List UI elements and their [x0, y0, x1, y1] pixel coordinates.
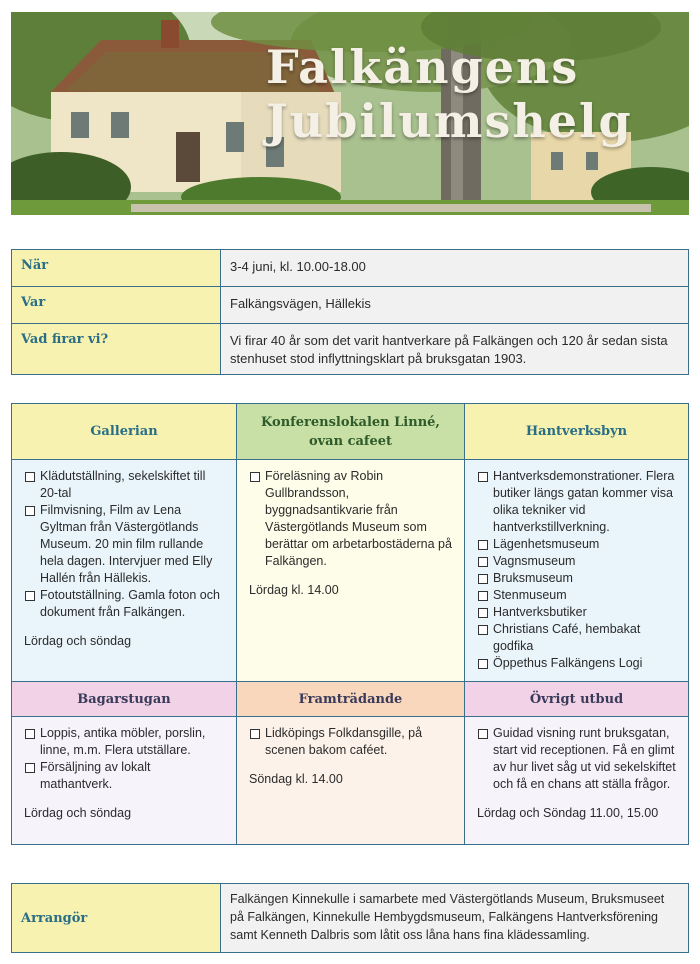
bagarstugan-list	[24, 725, 226, 793]
organizer-table	[11, 883, 689, 953]
hero-title-line-2: Jubilumshelg	[266, 94, 633, 148]
organizer-value: Falkängen Kinnekulle i samarbete med Västergötlands Museum, Bruksmuseet på Falkängen, Kinnekulle Hembygdsmuseum, Falkängens Hantverksförening samt Kenneth Dalbris som låtit oss låna hans fina klädessamling.	[221, 884, 688, 952]
list-item: Bruksmuseum	[477, 570, 678, 587]
gallerian-list	[24, 468, 226, 621]
info-label-what: Vad firar vi?	[12, 324, 221, 374]
info-value-where: Falkängsvägen, Hällekis	[221, 287, 688, 323]
cell-framtradande	[237, 717, 465, 844]
info-row-where	[12, 287, 688, 324]
list-item: Hantverksbutiker	[477, 604, 678, 621]
checkbox-icon	[478, 608, 488, 618]
checkbox-icon	[25, 506, 35, 516]
list-item: Öppethus Falkängens Logi	[477, 655, 678, 672]
checkbox-icon	[25, 591, 35, 601]
checkbox-icon	[478, 574, 488, 584]
hero-title	[266, 40, 686, 148]
list-item: Försäljning av lokalt mathantverk.	[24, 759, 226, 793]
info-value-what: Vi firar 40 år som det varit hantverkare på Falkängen och 120 år sedan sista stenhuset stod inflyttningsklart på bruksgatan 1903.	[221, 324, 688, 374]
checkbox-icon	[478, 625, 488, 635]
checkbox-icon	[478, 659, 488, 669]
list-item: Föreläsning av Robin Gullbrandsson, byggnadsantikvarie från Västergötlands Museum som berättar om arbetarbostäderna på Falkängen.	[249, 468, 454, 570]
header-gallerian: Gallerian	[12, 404, 237, 460]
list-item: Vagnsmuseum	[477, 553, 678, 570]
ovrigt-list	[477, 725, 678, 793]
organizer-label: Arrangör	[12, 884, 221, 952]
header-ovrigt-utbud: Övrigt utbud	[465, 682, 688, 717]
checkbox-icon	[25, 763, 35, 773]
checkbox-icon	[478, 472, 488, 482]
checkbox-icon	[25, 472, 35, 482]
list-item: Lidköpings Folkdansgille, på scenen bakom caféet.	[249, 725, 454, 759]
list-item: Stenmuseum	[477, 587, 678, 604]
checkbox-icon	[478, 557, 488, 567]
konferens-list	[249, 468, 454, 570]
cell-bagarstugan	[12, 717, 237, 844]
konferens-when: Lördag kl. 14.00	[249, 583, 339, 597]
checkbox-icon	[250, 729, 260, 739]
info-label-where: Var	[12, 287, 221, 323]
list-item: Filmvisning, Film av Lena Gyltman från Västergötlands Museum. 20 min film rullande hela dagen. Intervjuer med Elly Hallén från Hällekis.	[24, 502, 226, 587]
checkbox-icon	[478, 540, 488, 550]
cell-gallerian	[12, 460, 237, 682]
cell-hantverksbyn	[465, 460, 688, 682]
checkbox-icon	[250, 472, 260, 482]
info-row-what	[12, 324, 688, 374]
info-value-when: 3-4 juni, kl. 10.00-18.00	[221, 250, 688, 286]
hero-banner	[11, 12, 689, 215]
list-item: Lägenhetsmuseum	[477, 536, 678, 553]
info-row-when	[12, 250, 688, 287]
header-framtradande: Framträdande	[237, 682, 465, 717]
hero-title-line-1: Falkängens	[266, 40, 580, 94]
checkbox-icon	[25, 729, 35, 739]
header-hantverksbyn: Hantverksbyn	[465, 404, 688, 460]
list-item: Loppis, antika möbler, porslin, linne, m.m. Flera utställare.	[24, 725, 226, 759]
list-item: Guidad visning runt bruksgatan, start vid receptionen. Få en glimt av hur livet såg ut vid sekelskiftet och få en chans att ställa frågor.	[477, 725, 678, 793]
list-item: Hantverksdemonstrationer. Flera butiker längs gatan kommer visa olika tekniker vid hantverkstillverkning.	[477, 468, 678, 536]
cell-konferenslokalen	[237, 460, 465, 682]
framtradande-list	[249, 725, 454, 759]
gallerian-when: Lördag och söndag	[24, 634, 132, 648]
list-item: Christians Café, hembakat godfika	[477, 621, 678, 655]
ovrigt-when: Lördag och Söndag 11.00, 15.00	[477, 806, 659, 820]
header-bagarstugan: Bagarstugan	[12, 682, 237, 717]
cell-ovrigt-utbud	[465, 717, 688, 844]
header-konferenslokalen: Konferenslokalen Linné, ovan cafeet	[237, 404, 465, 460]
program-grid	[11, 403, 689, 845]
list-item: Fotoutställning. Gamla foton och dokument från Falkängen.	[24, 587, 226, 621]
checkbox-icon	[478, 729, 488, 739]
info-label-when: När	[12, 250, 221, 286]
hantverksbyn-list	[477, 468, 678, 672]
event-info-table	[11, 249, 689, 375]
list-item: Klädutställning, sekelskiftet till 20-tal	[24, 468, 226, 502]
framtradande-when: Söndag kl. 14.00	[249, 772, 343, 786]
checkbox-icon	[478, 591, 488, 601]
bagarstugan-when: Lördag och söndag	[24, 806, 132, 820]
